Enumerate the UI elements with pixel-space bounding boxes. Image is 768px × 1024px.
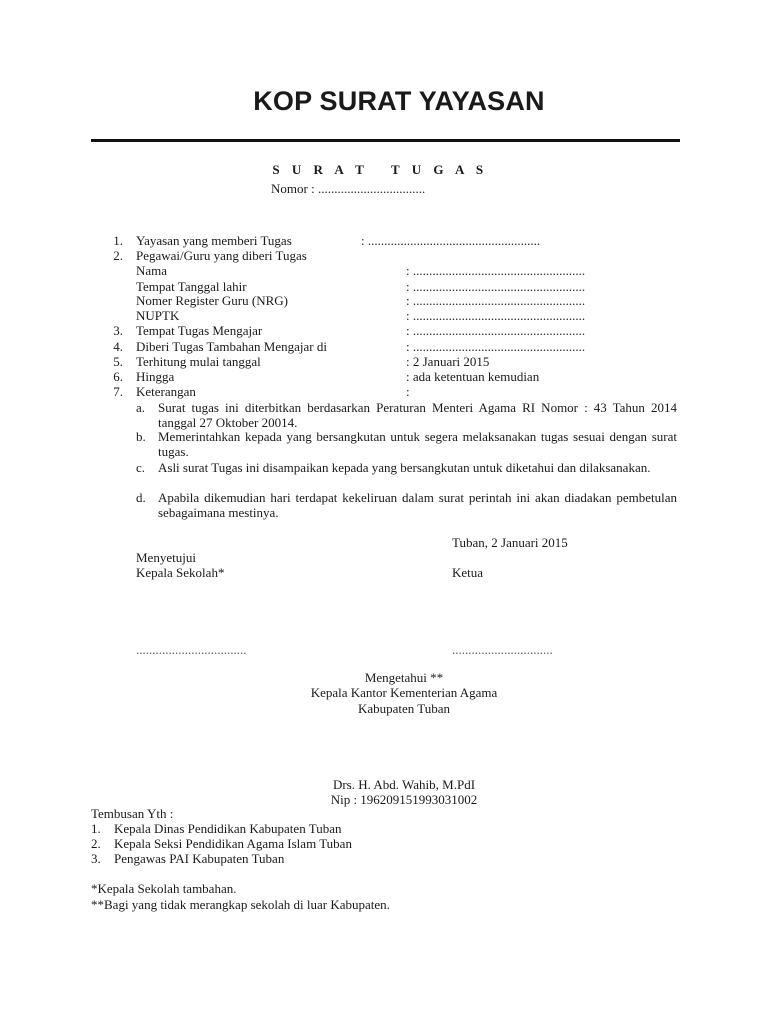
letterhead-rule <box>91 139 680 142</box>
letterhead-title: KOP SURAT YAYASAN <box>253 86 545 116</box>
document-number: Nomor : ................................. <box>271 181 426 196</box>
document-title: S U R A T T U G A S <box>272 162 488 177</box>
item-label-birth: Tempat Tanggal lahir <box>136 279 247 294</box>
list-item-number: 2. <box>91 836 101 851</box>
list-item: Kepala Seksi Pendidikan Agama Islam Tuban <box>114 836 352 851</box>
note-text: Memerintahkan kepada yang bersangkutan untuk segera melaksanakan tugas sesuai dengan surat tugas. <box>158 429 677 459</box>
place-date: Tuban, 2 Januari 2015 <box>452 535 568 550</box>
note-letter: b. <box>136 429 146 444</box>
item-value-until: : ada ketentuan kemudian <box>406 369 540 384</box>
note-text: Surat tugas ini diterbitkan berdasarkan Peraturan Menteri Agama RI Nomor : 43 Tahun 2014 tanggal 27 Oktober 20014. <box>158 400 677 430</box>
copies-title: Tembusan Yth : <box>91 806 174 821</box>
item-value-nrg: : ..................................................... <box>406 293 586 308</box>
note-letter: d. <box>136 490 146 505</box>
footnote-1: *Kepala Sekolah tambahan. <box>91 881 237 896</box>
acknowledge-office: Kepala Kantor Kementerian Agama <box>310 685 498 700</box>
item-number: 3. <box>113 323 123 338</box>
note-text: Apabila dikemudian hari terdapat kekeliruan dalam surat perintah ini akan diadakan pembetulan sebagaimana mestinya. <box>158 490 677 520</box>
acknowledge-region: Kabupaten Tuban <box>357 701 451 716</box>
item-value-start-date: : 2 Januari 2015 <box>406 354 490 369</box>
list-item: Kepala Dinas Pendidikan Kabupaten Tuban <box>114 821 342 836</box>
item-label-remarks: Keterangan <box>136 384 196 399</box>
item-number: 2. <box>113 248 123 263</box>
item-label-nuptk: NUPTK <box>136 308 180 323</box>
school-head-label: Kepala Sekolah* <box>136 565 225 580</box>
item-value-name: : ..................................................... <box>406 263 586 278</box>
item-value-remarks: : <box>406 384 410 399</box>
approval-label: Menyetujui <box>136 550 196 565</box>
item-number: 4. <box>113 339 123 354</box>
item-label-name: Nama <box>136 263 168 278</box>
footnote-2: **Bagi yang tidak merangkap sekolah di luar Kabupaten. <box>91 897 390 912</box>
note-letter: c. <box>136 460 146 475</box>
item-value-foundation: : ..................................................... <box>361 233 541 248</box>
note-letter: a. <box>136 400 146 415</box>
item-value-nuptk: : ..................................................... <box>406 308 586 323</box>
item-label-workplace: Tempat Tugas Mengajar <box>136 323 263 338</box>
item-value-additional-task: : ..................................................... <box>406 339 586 354</box>
list-item-number: 1. <box>91 821 101 836</box>
list-item: Pengawas PAI Kabupaten Tuban <box>114 851 285 866</box>
item-label-foundation: Yayasan yang memberi Tugas <box>136 233 292 248</box>
item-value-birth: : ..................................................... <box>406 279 586 294</box>
official-nip: Nip : 196209151993031002 <box>330 792 478 807</box>
chair-signature-line: ............................... <box>452 642 553 657</box>
item-label-start-date: Terhitung mulai tanggal <box>136 354 261 369</box>
chair-label: Ketua <box>452 565 484 580</box>
item-label-until: Hingga <box>136 369 175 384</box>
acknowledge-label: Mengetahui ** <box>364 670 444 685</box>
item-number: 5. <box>113 354 123 369</box>
item-label-nrg: Nomer Register Guru (NRG) <box>136 293 288 308</box>
item-label-additional-task: Diberi Tugas Tambahan Mengajar di <box>136 339 327 354</box>
item-number: 1. <box>113 233 123 248</box>
item-label-teacher: Pegawai/Guru yang diberi Tugas <box>136 248 307 263</box>
official-name: Drs. H. Abd. Wahib, M.PdI <box>332 777 476 792</box>
item-value-workplace: : ..................................................... <box>406 323 586 338</box>
school-head-signature-line: .................................. <box>136 642 247 657</box>
note-text: Asli surat Tugas ini disampaikan kepada yang bersangkutan untuk diketahui dan dilaksanakan. <box>158 460 651 475</box>
list-item-number: 3. <box>91 851 101 866</box>
item-number: 6. <box>113 369 123 384</box>
item-number: 7. <box>113 384 123 399</box>
